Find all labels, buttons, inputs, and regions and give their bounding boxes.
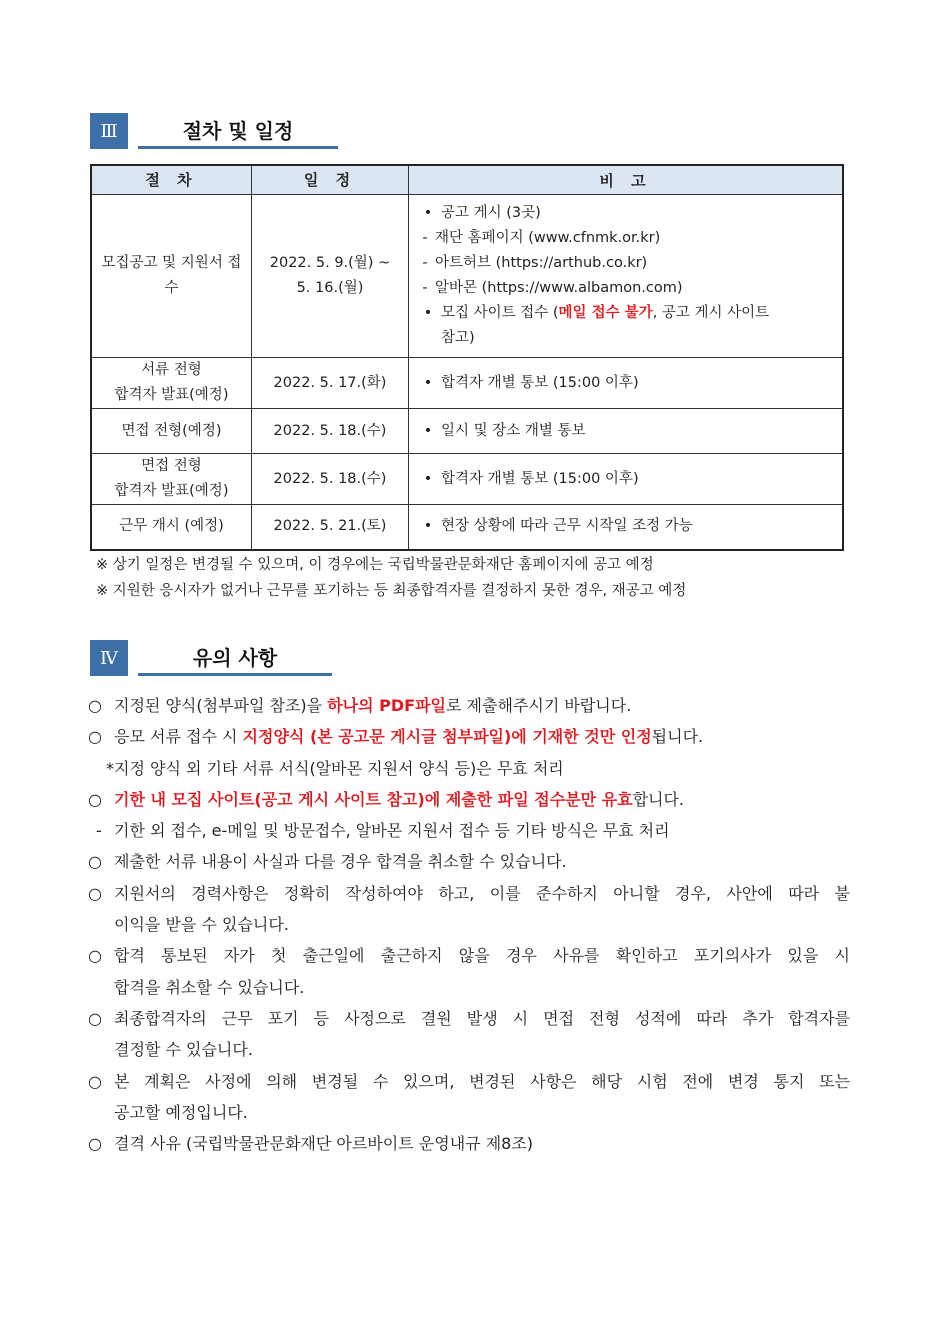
remarks-cell: • 현장 상황에 따라 근무 시작일 조정 가능 [409, 505, 844, 550]
procedure-cell: 면접 전형(예정) [91, 409, 252, 454]
caution-item [88, 1066, 850, 1097]
procedure-cell [91, 358, 252, 409]
procedure-cell: 근무 개시 (예정) [91, 505, 252, 550]
remark-highlight: 메일 접수 불가 [558, 305, 653, 321]
procedure-text: 합격자 발표(예정) [114, 387, 229, 403]
caution-text: 응모 서류 접수 시 [114, 727, 243, 747]
remark-text: 아트허브 (https://arthub.co.kr) [435, 255, 648, 271]
caution-item [88, 940, 850, 971]
date-cell: 2022. 5. 18.(수) [252, 409, 409, 454]
caution-text: 결정할 수 있습니다. [114, 1040, 253, 1060]
caution-highlight: 기한 내 모집 사이트(공고 게시 사이트 참고)에 제출한 파일 접수분만 유효 [114, 789, 633, 809]
circle-bullet-icon: ○ [88, 1008, 102, 1028]
caution-item [88, 721, 850, 752]
procedure-cell [91, 195, 252, 358]
procedure-text: 합격자 발표(예정) [114, 483, 229, 499]
circle-bullet-icon: ○ [88, 1134, 102, 1154]
date-cell [252, 195, 409, 358]
date-cell: 2022. 5. 21.(토) [252, 505, 409, 550]
procedure-text: 서류 전형 [141, 362, 202, 378]
caution-text: 제출한 서류 내용이 사실과 다를 경우 합격을 취소할 수 있습니다. [114, 852, 567, 872]
procedure-cell [91, 454, 252, 505]
caution-highlight: 하나의 PDF파일 [327, 696, 447, 715]
remark-text: 알바몬 (https://www.albamon.com) [435, 280, 683, 296]
schedule-notes [96, 552, 686, 604]
caution-highlight: 지정양식 (본 공고문 게시글 첨부파일)에 기재한 것만 인정 [242, 727, 652, 747]
remark-text: 모집 사이트 접수 ( [441, 305, 559, 321]
procedure-text: 모집공고 및 지원서 접수 [101, 255, 242, 296]
section-heading-4 [90, 638, 332, 676]
caution-text: 로 제출해주시기 바랍니다. [446, 696, 632, 715]
remarks-cell: • 합격자 개별 통보 (15:00 이후) [409, 358, 844, 409]
remarks-cell: • 합격자 개별 통보 (15:00 이후) [409, 454, 844, 505]
section-title: 절차 및 일정 [138, 113, 338, 149]
caution-item [88, 784, 850, 815]
caution-text: 본 계획은 사정에 의해 변경될 수 있으며, 변경된 사항은 해당 시험 전에 변경 통지 또는 [114, 1071, 850, 1091]
caution-text: 공고할 예정입니다. [114, 1102, 248, 1122]
caution-text: 이익을 받을 수 있습니다. [114, 915, 289, 935]
caution-text: 지정된 양식(첨부파일 참조)을 [114, 696, 328, 715]
caution-subitem [88, 815, 850, 846]
remark-text: 일시 및 장소 개별 통보 [441, 422, 586, 439]
table-row [91, 358, 843, 409]
section-number: Ⅳ [90, 640, 128, 676]
table-header-row [91, 165, 843, 195]
caution-item [88, 690, 850, 721]
caution-item [88, 1128, 850, 1159]
remark-text: 참고) [441, 330, 475, 346]
caution-text: 결격 사유 (국립박물관문화재단 아르바이트 운영내규 제8조) [114, 1134, 534, 1154]
table-row [91, 454, 843, 505]
note-text: ※ 지원한 응시자가 없거나 근무를 포기하는 등 최종합격자를 결정하지 못한 경우, 재공고 예정 [96, 583, 687, 599]
date-text: 2022. 5. 9.(월) ~ 5. 16.(월) [269, 255, 391, 296]
circle-bullet-icon: ○ [88, 852, 102, 872]
section-heading-3 [90, 111, 338, 149]
circle-bullet-icon: ○ [88, 696, 102, 715]
remarks-cell: • 공고 게시 (3곳) - 재단 홈페이지 (www.cfnmk.or.kr) - 아트허브 (https://arthub.co.kr) - 알바몬 (https://www.albamon.com) • 모집 사이트 접수 (메일 접수 불가, 공고 게시 사이트 참고) [409, 195, 844, 358]
remark-text: 현장 상황에 따라 근무 시작일 조정 가능 [441, 518, 693, 535]
header-procedure: 절 차 [91, 165, 252, 195]
header-remarks: 비 고 [409, 165, 844, 195]
caution-text: 최종합격자의 근무 포기 등 사정으로 결원 발생 시 면접 전형 성적에 따라 추가 합격자를 [114, 1008, 850, 1028]
procedure-text: 면접 전형 [141, 458, 202, 474]
table-row [91, 505, 843, 550]
caution-subtext: 기한 외 접수, e-메일 및 방문접수, 알바몬 지원서 접수 등 기타 방식은 무효 처리 [114, 821, 670, 841]
circle-bullet-icon: ○ [88, 883, 102, 903]
section-title: 유의 사항 [138, 640, 332, 676]
caution-text: 합격 통보된 자가 첫 출근일에 출근하지 않을 경우 사유를 확인하고 포기의사가 있을 시 [114, 946, 850, 966]
caution-subtext: *지정 양식 외 기타 서류 서식(알바몬 지원서 양식 등)은 무효 처리 [106, 758, 564, 778]
circle-bullet-icon: ○ [88, 789, 102, 809]
schedule-table [90, 164, 844, 551]
caution-text: 됩니다. [651, 727, 704, 747]
date-cell: 2022. 5. 18.(수) [252, 454, 409, 505]
caution-text: 지원서의 경력사항은 정확히 작성하여야 하고, 이를 준수하지 아니할 경우, 사안에 따라 불 [114, 883, 850, 903]
remark-text: 공고 게시 (3곳) [441, 205, 541, 221]
circle-bullet-icon: ○ [88, 1071, 102, 1091]
caution-text: 합니다. [632, 789, 685, 809]
remark-text: 합격자 개별 통보 (15:00 이후) [441, 374, 639, 391]
remark-text: , 공고 게시 사이트 [652, 305, 770, 321]
remarks-cell: • 일시 및 장소 개별 통보 [409, 409, 844, 454]
table-row [91, 409, 843, 454]
remark-text: 합격자 개별 통보 (15:00 이후) [441, 470, 639, 487]
circle-bullet-icon: ○ [88, 727, 102, 747]
dash-bullet: - [96, 821, 102, 841]
caution-text: 합격을 취소할 수 있습니다. [114, 977, 305, 997]
caution-item [88, 846, 850, 877]
cautions-list [88, 690, 850, 1159]
caution-item [88, 878, 850, 909]
caution-item [88, 1003, 850, 1034]
remark-text: 재단 홈페이지 (www.cfnmk.or.kr) [435, 230, 661, 246]
section-number: Ⅲ [90, 113, 128, 149]
note-text: ※ 상기 일정은 변경될 수 있으며, 이 경우에는 국립박물관문화재단 홈페이지에 공고 예정 [96, 557, 654, 573]
table-row [91, 195, 843, 358]
circle-bullet-icon: ○ [88, 946, 102, 966]
header-schedule: 일 정 [252, 165, 409, 195]
date-cell: 2022. 5. 17.(화) [252, 358, 409, 409]
